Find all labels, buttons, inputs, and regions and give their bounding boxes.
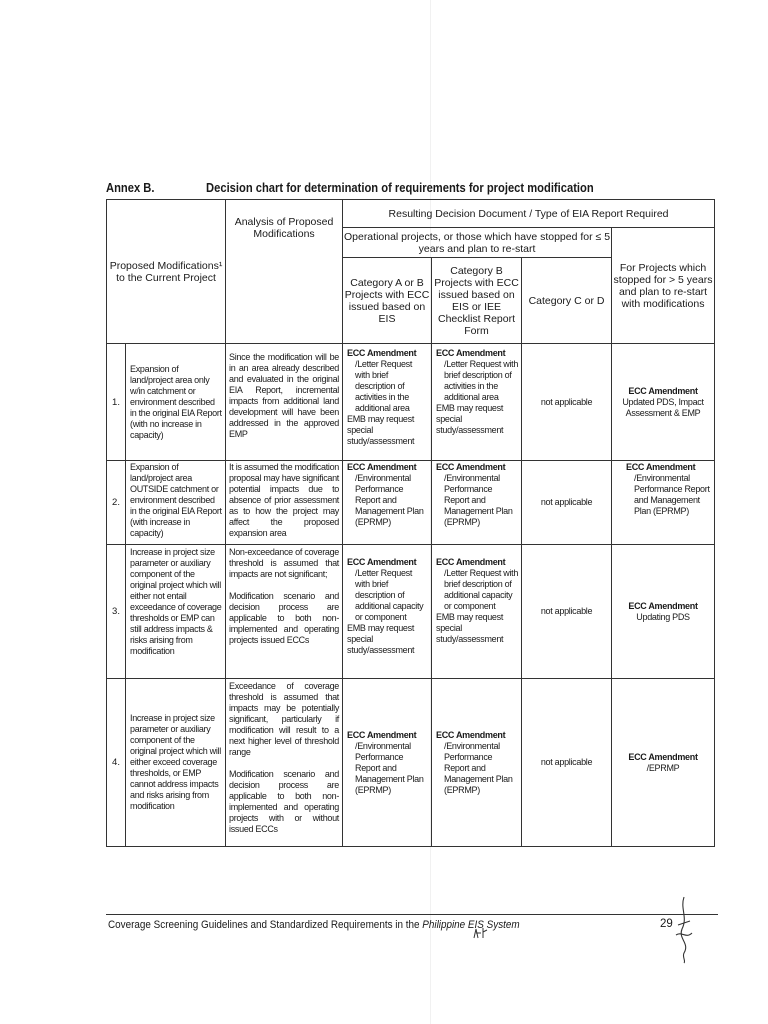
table-row [107, 461, 715, 545]
stopped-projects-cell: ECC Amendment Updating PDS [612, 545, 715, 679]
category-b-cell: ECC Amendment /Letter Request with brief description of activities in the additional area EMB may request special study/assessment [432, 344, 522, 461]
category-ab-cell: ECC Amendment /Letter Request with brief description of additional capacity or component EMB may request special study/assessment [343, 545, 432, 679]
category-ab-cell: ECC Amendment /Environmental Performance Report and Management Plan (EPRMP) [343, 679, 432, 847]
table-row [107, 679, 715, 847]
stopped-projects-cell: ECC Amendment /Environmental Performance Report and Management Plan (EPRMP) [612, 461, 715, 545]
proposed-modification-cell: Increase in project size parameter or auxiliary component of the original project which will either exceed coverage thresholds, or EMP cannot address impacts and risks arising from modification [126, 679, 226, 847]
stopped-projects-cell: ECC Amendment Updated PDS, Impact Assessment & EMP [612, 344, 715, 461]
category-b-cell: ECC Amendment /Environmental Performance Report and Management Plan (EPRMP) [432, 461, 522, 545]
category-ab-cell: ECC Amendment /Environmental Performance Report and Management Plan (EPRMP) [343, 461, 432, 545]
header-category-b: Category B Projects with ECC issued based on EIS or IEE Checklist Report Form [432, 258, 522, 344]
header-category-c-d: Category C or D [522, 258, 612, 344]
header-category-a-b: Category A or B Projects with ECC issued based on EIS [343, 258, 432, 344]
header-resulting-document: Resulting Decision Document / Type of EIA Report Required [343, 200, 715, 228]
category-b-cell: ECC Amendment /Environmental Performance Report and Management Plan (EPRMP) [432, 679, 522, 847]
header-analysis: Analysis of Proposed Modifications [226, 200, 343, 344]
initials-mark [472, 926, 490, 940]
header-operational-projects: Operational projects, or those which have stopped for ≤ 5 years and plan to re-start [343, 228, 612, 258]
row-number: 1. [107, 344, 126, 461]
signature-mark [672, 895, 696, 965]
analysis-cell: Non-exceedance of coverage threshold is assumed that impacts are not significant; Modification scenario and decision process are applicable to both non-implemented and operating projects issued ECCs [226, 545, 343, 679]
row-number: 3. [107, 545, 126, 679]
proposed-modification-cell: Expansion of land/project area OUTSIDE catchment or environment described in the original EIA Report (with increase in capacity) [126, 461, 226, 545]
category-cd-cell: not applicable [522, 461, 612, 545]
category-cd-cell: not applicable [522, 679, 612, 847]
footer-text: Coverage Screening Guidelines and Standardized Requirements in the Philippine EIS System [108, 919, 520, 931]
page-number: 29 [660, 918, 673, 930]
proposed-modification-cell: Expansion of land/project area only w/in catchment or environment described in the original EIA Report (with no increase in capacity) [126, 344, 226, 461]
footer-rule [106, 914, 718, 915]
decision-chart-table [106, 199, 715, 847]
analysis-cell: Since the modification will be in an area already described and evaluated in the original EIA Report, incremental impacts from additional land development will have been addressed in the approved EMP [226, 344, 343, 461]
proposed-modification-cell: Increase in project size parameter or auxiliary component of the original project which will either not entail exceedance of coverage thresholds or EMP can still address impacts & risks arising from modification [126, 545, 226, 679]
annex-label: Annex B. [106, 180, 155, 195]
row-number: 2. [107, 461, 126, 545]
analysis-cell: Exceedance of coverage threshold is assumed that impacts may be potentially significant, particularly if modification will result to a next higher level of threshold range Modification scenario and decision process are applicable to both non-implemented and operating projects with or without issued ECCs [226, 679, 343, 847]
annex-heading: Decision chart for determination of requirements for project modification [206, 180, 594, 195]
stopped-projects-cell: ECC Amendment /EPRMP [612, 679, 715, 847]
table-row [107, 344, 715, 461]
annex-title [106, 180, 594, 195]
table-row [107, 545, 715, 679]
category-ab-cell: ECC Amendment /Letter Request with brief description of activities in the additional area EMB may request special study/assessment [343, 344, 432, 461]
row-number: 4. [107, 679, 126, 847]
analysis-cell: It is assumed the modification proposal may have significant potential impacts due to absence of prior assessment as to how the project may affect the proposed expansion area [226, 461, 343, 545]
category-cd-cell: not applicable [522, 344, 612, 461]
category-cd-cell: not applicable [522, 545, 612, 679]
category-b-cell: ECC Amendment /Letter Request with brief description of additional capacity or component EMB may request special study/assessment [432, 545, 522, 679]
header-proposed-modifications: Proposed Modifications¹ to the Current Project [107, 200, 226, 344]
header-stopped-projects: For Projects which stopped for > 5 years and plan to re-start with modifications [612, 228, 715, 344]
